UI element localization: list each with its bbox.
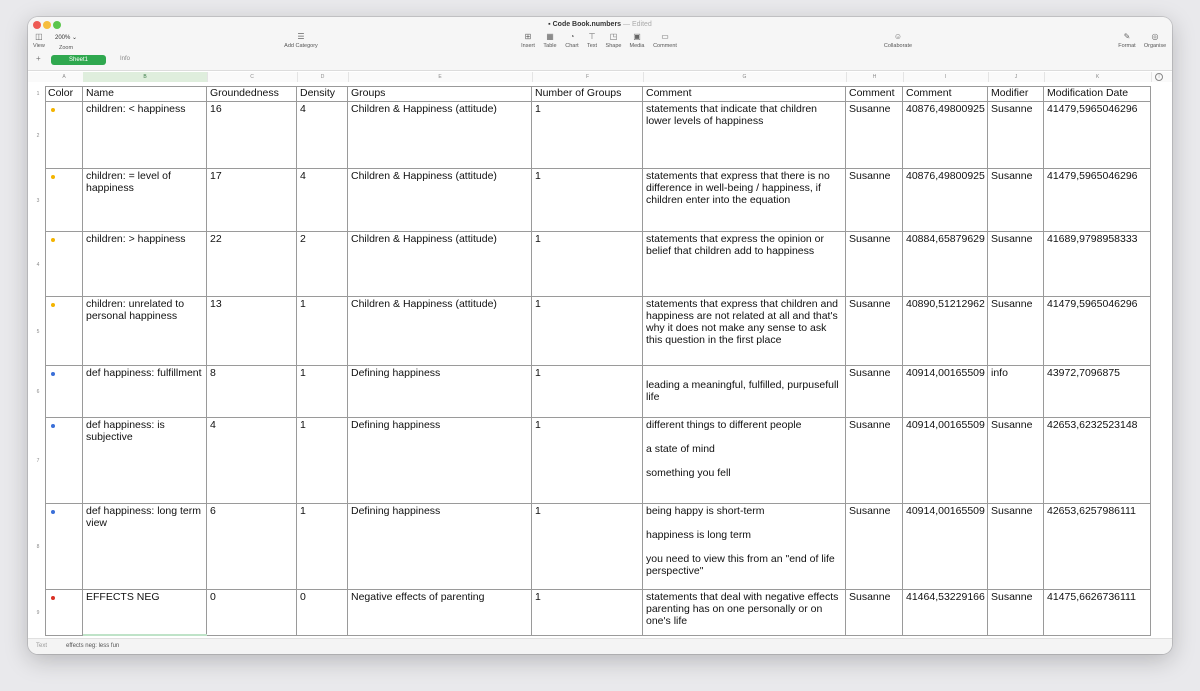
collaborate-button[interactable]: ☺ Collaborate xyxy=(878,32,918,49)
modifier-cell[interactable]: Susanne xyxy=(988,102,1044,169)
color-tag-dot xyxy=(51,238,55,242)
comment-cell[interactable] xyxy=(643,297,846,366)
density-cell[interactable]: 1 xyxy=(297,297,348,366)
name-cell[interactable]: children: = level of happiness xyxy=(83,169,207,232)
comment-line: statements that indicate that children lower levels of happiness xyxy=(646,103,818,127)
header-cell-groundedness[interactable]: Groundedness xyxy=(207,86,297,102)
add-sheet-button[interactable]: + xyxy=(36,54,41,63)
comment-date-cell[interactable]: 40884,65879629 xyxy=(903,232,988,297)
number-of-groups-cell[interactable]: 1 xyxy=(532,232,643,297)
organise-icon: ◎ xyxy=(1151,32,1159,41)
text-icon: ⊤ xyxy=(588,32,596,41)
comment-date-cell[interactable]: 40914,00165509 xyxy=(903,504,988,590)
name-cell[interactable]: children: > happiness xyxy=(83,232,207,297)
modifier-cell[interactable]: Susanne xyxy=(988,232,1044,297)
color-cell[interactable] xyxy=(45,504,83,590)
color-tag-dot xyxy=(51,372,55,376)
header-cell-comment-date[interactable]: Comment xyxy=(903,86,988,102)
comment-date-cell[interactable]: 40914,00165509 xyxy=(903,366,988,418)
view-button[interactable]: ◫ View xyxy=(33,32,45,49)
color-cell[interactable] xyxy=(45,366,83,418)
color-tag-dot xyxy=(51,175,55,179)
document-icon: ▪ xyxy=(548,21,551,28)
toolbar xyxy=(28,17,1172,71)
comment-cell[interactable] xyxy=(643,232,846,297)
add-category-button[interactable]: ☰ Add Category xyxy=(281,32,321,49)
header-cell-color[interactable]: Color xyxy=(45,86,83,102)
comment-line: statements that express the opinion or belief that children add to happiness xyxy=(646,233,825,257)
comment-author-cell[interactable]: Susanne xyxy=(846,366,903,418)
color-cell[interactable] xyxy=(45,590,83,636)
shape-button[interactable]: ◳ Shape xyxy=(605,32,622,49)
chart-button[interactable]: ◔ Chart xyxy=(565,32,579,49)
column-header-d[interactable]: D xyxy=(297,72,349,82)
groundedness-cell[interactable]: 0 xyxy=(207,590,297,636)
color-tag-dot xyxy=(51,303,55,307)
modification-date-cell[interactable]: 43972,7096875 xyxy=(1044,366,1151,418)
chart-icon: ◔ xyxy=(569,32,575,41)
comment-line: a state of mind xyxy=(646,443,715,455)
number-of-groups-cell[interactable]: 1 xyxy=(532,297,643,366)
insert-button[interactable]: ⊞ Insert xyxy=(521,32,535,49)
data-table xyxy=(45,86,1151,636)
groups-cell[interactable]: Children & Happiness (attitude) xyxy=(348,297,532,366)
groundedness-cell[interactable]: 22 xyxy=(207,232,297,297)
groundedness-cell[interactable]: 8 xyxy=(207,366,297,418)
comment-date-cell[interactable]: 40876,49800925 xyxy=(903,169,988,232)
row-header-7[interactable]: 7 xyxy=(36,458,40,464)
comment-date-cell[interactable]: 40890,51212962 xyxy=(903,297,988,366)
groundedness-cell[interactable]: 4 xyxy=(207,418,297,504)
header-cell-groups[interactable]: Groups xyxy=(348,86,532,102)
row-header-1[interactable]: 1 xyxy=(36,91,40,97)
number-of-groups-cell[interactable]: 1 xyxy=(532,504,643,590)
column-header-e[interactable]: E xyxy=(348,72,533,82)
window-title xyxy=(28,21,1172,28)
comment-line xyxy=(646,431,842,443)
table-icon: ▦ xyxy=(546,32,554,41)
status-label: Text xyxy=(36,643,48,649)
format-button[interactable]: ✎ Format xyxy=(1116,32,1138,49)
groundedness-cell[interactable]: 6 xyxy=(207,504,297,590)
comment-line: something you fell xyxy=(646,467,731,479)
color-cell[interactable] xyxy=(45,232,83,297)
comment-author-cell[interactable]: Susanne xyxy=(846,418,903,504)
comment-line xyxy=(646,541,842,553)
comment-cell[interactable] xyxy=(643,418,846,504)
density-cell[interactable]: 4 xyxy=(297,169,348,232)
header-cell-comment[interactable]: Comment xyxy=(643,86,846,102)
shape-icon: ◳ xyxy=(609,32,618,41)
groups-cell[interactable]: Children & Happiness (attitude) xyxy=(348,102,532,169)
column-header-c[interactable]: C xyxy=(207,72,298,82)
comment-line: you need to view this from an "end of life perspective" xyxy=(646,553,835,577)
column-header-f[interactable]: F xyxy=(532,72,644,82)
row-header-4[interactable]: 4 xyxy=(36,261,40,268)
modification-date-cell[interactable]: 41689,9798958333 xyxy=(1044,232,1151,297)
paintbrush-icon: ✎ xyxy=(1123,32,1131,41)
column-header-g[interactable]: G xyxy=(643,72,847,82)
number-of-groups-cell[interactable]: 1 xyxy=(532,590,643,636)
zoom-label: Zoom xyxy=(59,45,74,51)
comment-cell[interactable] xyxy=(643,169,846,232)
modification-date-cell[interactable]: 41479,5965046296 xyxy=(1044,102,1151,169)
zoom-dropdown[interactable]: 200% ⌄ xyxy=(55,35,78,41)
tab-info[interactable]: Info xyxy=(120,56,131,62)
name-cell[interactable]: def happiness: long term view xyxy=(83,504,207,590)
name-cell[interactable]: def happiness: fulfillment xyxy=(83,366,207,418)
column-header-i[interactable]: I xyxy=(903,72,989,82)
collaborate-icon: ☺ xyxy=(893,32,903,41)
comment-icon: ▭ xyxy=(661,32,669,41)
row-header-9[interactable]: 9 xyxy=(36,610,40,616)
add-column-handle[interactable]: ⦙ xyxy=(1155,73,1163,81)
groundedness-cell[interactable]: 13 xyxy=(207,297,297,366)
header-cell-name[interactable]: Name xyxy=(83,86,207,102)
modifier-cell[interactable]: Susanne xyxy=(988,590,1044,636)
document-name: Code Book.numbers xyxy=(552,21,622,28)
groups-cell[interactable]: Children & Happiness (attitude) xyxy=(348,232,532,297)
modification-date-cell[interactable]: 41475,6626736111 xyxy=(1044,590,1151,636)
comment-author-cell[interactable]: Susanne xyxy=(846,504,903,590)
density-cell[interactable]: 1 xyxy=(297,504,348,590)
comment-line: different things to different people xyxy=(646,419,802,431)
color-tag-dot xyxy=(51,596,55,600)
comment-line: being happy is short-term xyxy=(646,505,765,517)
column-header-a[interactable]: A xyxy=(45,72,84,82)
header-cell-modification-date[interactable]: Modification Date xyxy=(1044,86,1151,102)
comment-cell[interactable] xyxy=(643,366,846,418)
row-header-6[interactable]: 6 xyxy=(36,389,40,395)
status-value: effects neg: less fun xyxy=(66,643,120,649)
status-bar xyxy=(28,638,1172,654)
header-cell-modifier[interactable]: Modifier xyxy=(988,86,1044,102)
media-icon: ▣ xyxy=(633,32,641,41)
chevron-down-icon: ⌄ xyxy=(72,35,78,41)
tab-sheet1[interactable]: Sheet1 xyxy=(51,55,106,65)
modification-date-cell[interactable]: 42653,6257986111 xyxy=(1044,504,1151,590)
groundedness-cell[interactable]: 17 xyxy=(207,169,297,232)
media-button[interactable]: ▣ Media xyxy=(629,32,645,49)
header-cell-number-of-groups[interactable]: Number of Groups xyxy=(532,86,643,102)
comment-cell[interactable] xyxy=(643,102,846,169)
groups-cell[interactable]: Negative effects of parenting xyxy=(348,590,532,636)
modification-date-cell[interactable]: 42653,6232523148 xyxy=(1044,418,1151,504)
selection-indicator xyxy=(83,634,207,636)
density-cell[interactable]: 2 xyxy=(297,232,348,297)
edited-indicator: — Edited xyxy=(623,21,652,28)
comment-line: statements that express that there is no difference in well-being / happiness, if children enter into the equation xyxy=(646,170,830,206)
comment-author-cell[interactable]: Susanne xyxy=(846,232,903,297)
modification-date-cell[interactable]: 41479,5965046296 xyxy=(1044,297,1151,366)
comment-button[interactable]: ▭ Comment xyxy=(653,32,677,49)
color-cell[interactable] xyxy=(45,169,83,232)
comment-date-cell[interactable]: 41464,53229166 xyxy=(903,590,988,636)
name-cell[interactable]: EFFECTS NEG xyxy=(83,590,207,636)
number-of-groups-cell[interactable]: 1 xyxy=(532,418,643,504)
comment-cell[interactable] xyxy=(643,590,846,636)
comment-date-cell[interactable]: 40914,00165509 xyxy=(903,418,988,504)
color-tag-dot xyxy=(51,510,55,514)
row-header-5[interactable]: 5 xyxy=(36,328,40,335)
groups-cell[interactable]: Defining happiness xyxy=(348,504,532,590)
comment-line: happiness is long term xyxy=(646,529,752,541)
row-header-2[interactable]: 2 xyxy=(36,132,40,139)
comment-author-cell[interactable]: Susanne xyxy=(846,297,903,366)
insert-icon: ⊞ xyxy=(524,32,532,41)
modifier-cell[interactable]: Susanne xyxy=(988,169,1044,232)
column-header-j[interactable]: J xyxy=(988,72,1045,82)
groundedness-cell[interactable]: 16 xyxy=(207,102,297,169)
groups-cell[interactable]: Defining happiness xyxy=(348,366,532,418)
column-header-b[interactable]: B xyxy=(83,72,208,82)
comment-line xyxy=(646,367,842,379)
color-cell[interactable] xyxy=(45,297,83,366)
number-of-groups-cell[interactable]: 1 xyxy=(532,169,643,232)
name-cell[interactable]: def happiness: is subjective xyxy=(83,418,207,504)
comment-line xyxy=(646,455,842,467)
modifier-cell[interactable]: info xyxy=(988,366,1044,418)
row-header-8[interactable]: 8 xyxy=(36,544,40,550)
column-header-k[interactable]: K xyxy=(1044,72,1152,82)
modifier-cell[interactable]: Susanne xyxy=(988,504,1044,590)
groups-cell[interactable]: Children & Happiness (attitude) xyxy=(348,169,532,232)
color-cell[interactable] xyxy=(45,102,83,169)
comment-cell[interactable] xyxy=(643,504,846,590)
density-cell[interactable]: 1 xyxy=(297,366,348,418)
comment-author-cell[interactable]: Susanne xyxy=(846,102,903,169)
comment-date-cell[interactable]: 40876,49800925 xyxy=(903,102,988,169)
comment-line: statements that deal with negative effects parenting has on one personally or on one's life xyxy=(646,591,839,627)
header-cell-density[interactable]: Density xyxy=(297,86,348,102)
row-header-3[interactable]: 3 xyxy=(36,197,40,204)
name-cell[interactable]: children: unrelated to personal happiness xyxy=(83,297,207,366)
number-of-groups-cell[interactable]: 1 xyxy=(532,366,643,418)
groups-cell[interactable]: Defining happiness xyxy=(348,418,532,504)
comment-line xyxy=(646,517,842,529)
density-cell[interactable]: 1 xyxy=(297,418,348,504)
numbers-window xyxy=(28,17,1172,654)
comment-line: leading a meaningful, fulfilled, purpusefull life xyxy=(646,379,839,403)
comment-author-cell[interactable]: Susanne xyxy=(846,590,903,636)
density-cell[interactable]: 4 xyxy=(297,102,348,169)
color-cell[interactable] xyxy=(45,418,83,504)
column-header-bar xyxy=(28,72,1172,82)
modifier-cell[interactable]: Susanne xyxy=(988,418,1044,504)
text-button[interactable]: ⊤ Text xyxy=(586,32,598,49)
name-cell[interactable]: children: < happiness xyxy=(83,102,207,169)
sidebar-icon: ◫ xyxy=(35,32,43,41)
comment-author-cell[interactable]: Susanne xyxy=(846,169,903,232)
list-icon: ☰ xyxy=(297,32,305,41)
comment-line: statements that express that children and happiness are not related at all and that's why it does not make any sense to ask this question in the first place xyxy=(646,298,839,346)
number-of-groups-cell[interactable]: 1 xyxy=(532,102,643,169)
modifier-cell[interactable]: Susanne xyxy=(988,297,1044,366)
modification-date-cell[interactable]: 41479,5965046296 xyxy=(1044,169,1151,232)
column-header-h[interactable]: H xyxy=(846,72,904,82)
table-button[interactable]: ▦ Table xyxy=(543,32,557,49)
organise-button[interactable]: ◎ Organise xyxy=(1143,32,1167,49)
color-tag-dot xyxy=(51,108,55,112)
header-cell-comment-author[interactable]: Comment xyxy=(846,86,903,102)
density-cell[interactable]: 0 xyxy=(297,590,348,636)
color-tag-dot xyxy=(51,424,55,428)
